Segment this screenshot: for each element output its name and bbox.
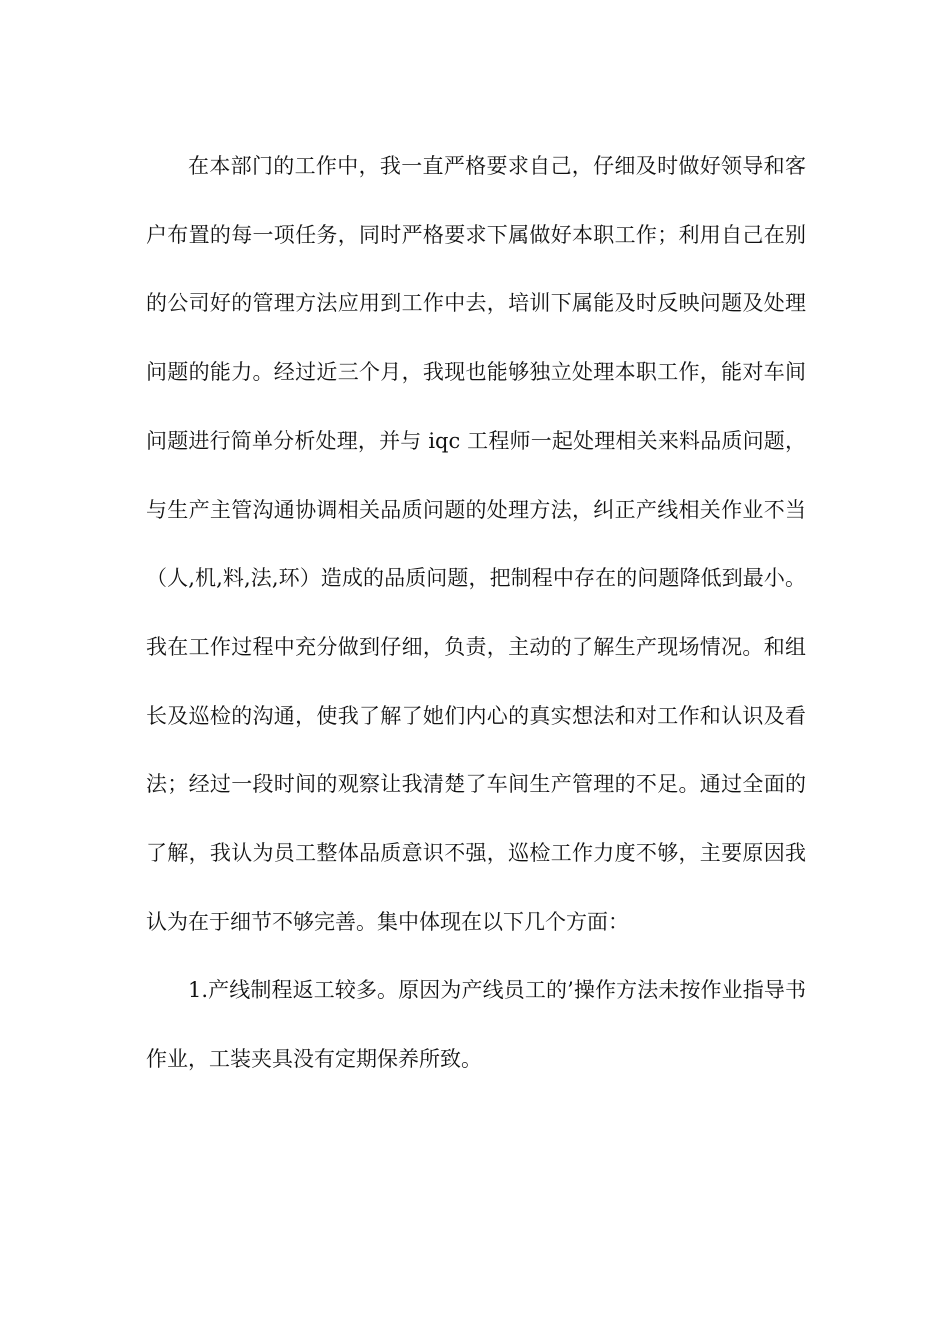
document-body — [146, 132, 806, 1094]
paragraph-work-summary: 在本部门的工作中，我一直严格要求自己，仔细及时做好领导和客户布置的每一项任务，同时严格要求下属做好本职工作；利用自己在别的公司好的管理方法应用到工作中去，培训下属能及时反映问题及处理问题的能力。经过近三个月，我现也能够独立处理本职工作，能对车间问题进行简单分析处理，并与 iqc 工程师一起处理相关来料品质问题，与生产主管沟通协调相关品质问题的处理方法，纠正产线相关作业不当（人,机,料,法,环）造成的品质问题，把制程中存在的问题降低到最小。我在工作过程中充分做到仔细，负责，主动的了解生产现场情况。和组长及巡检的沟通，使我了解了她们内心的真实想法和对工作和认识及看法；经过一段时间的观察让我清楚了车间生产管理的不足。通过全面的了解，我认为员工整体品质意识不强，巡检工作力度不够，主要原因我认为在于细节不够完善。集中体现在以下几个方面： — [146, 154, 806, 934]
paragraph-issue-1: 1.产线制程返工较多。原因为产线员工的’操作方法未按作业指导书作业，工装夹具没有定期保养所致。 — [146, 978, 806, 1072]
